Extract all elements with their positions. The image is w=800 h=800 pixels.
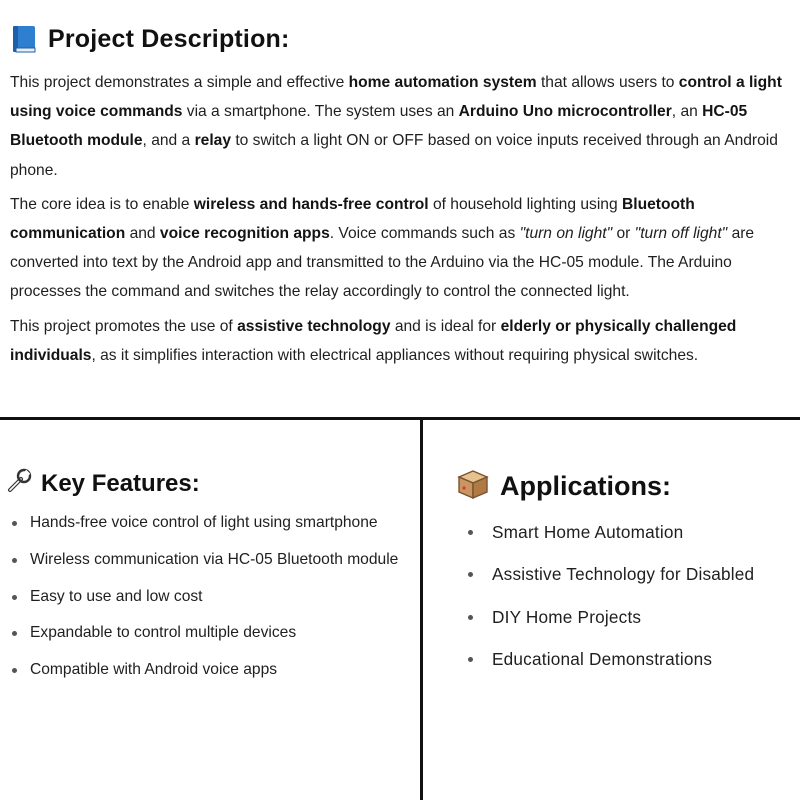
- bold-phrase: home automation system: [348, 74, 537, 91]
- quoted-command: "turn on light": [519, 225, 613, 243]
- bold-phrase: assistive technology: [237, 317, 391, 335]
- feature-item: Hands-free voice control of light using smartphone: [12, 513, 398, 550]
- quoted-command: "turn off light": [634, 225, 728, 243]
- package-icon: [455, 466, 491, 507]
- feature-item: Easy to use and low cost: [12, 587, 398, 624]
- bold-phrase: voice recognition apps: [159, 225, 330, 243]
- bold-phrase: wireless and hands-free control: [193, 195, 429, 213]
- description-paragraph: This project demonstrates a simple and effective home automation system that allows users to control a light using voice commands via a smartphone. The system uses an Arduino Uno microcontroller, an HC-05 Bluetooth module, and a relay to switch a light ON or OFF based on voice inputs received through an Android phone.: [10, 74, 782, 179]
- key-features-section: [0, 420, 420, 800]
- feature-item: Compatible with Android voice apps: [12, 660, 398, 697]
- book-icon: [10, 24, 40, 54]
- features-title: Key Features:: [41, 469, 200, 497]
- applications-title: Applications:: [500, 471, 672, 501]
- description-heading: [10, 24, 290, 54]
- features-heading: [6, 468, 200, 499]
- feature-item: Expandable to control multiple devices: [12, 623, 398, 660]
- bold-phrase: Arduino Uno microcontroller: [458, 103, 672, 121]
- applications-section: [423, 420, 800, 800]
- application-item: Educational Demonstrations: [468, 648, 754, 690]
- description-title: Project Description:: [48, 24, 290, 53]
- application-item: Assistive Technology for Disabled: [468, 563, 754, 605]
- wrench-icon: [6, 468, 32, 499]
- applications-heading: [455, 466, 671, 507]
- application-item: Smart Home Automation: [468, 521, 754, 563]
- bold-phrase: relay: [194, 132, 231, 150]
- bold-phrase: HC-05 Bluetooth module: [10, 103, 748, 150]
- description-body: [10, 68, 794, 375]
- applications-list: [468, 521, 754, 690]
- description-paragraph: The core idea is to enable wireless and hands-free control of household lighting using Bluetooth communication and voice recognition apps. Voice commands such as "turn on light" or "turn off light" are converted into text by the Android app and transmitted to the Arduino via the HC-05 module. The Arduino processes the command and switches the relay accordingly to control the connected light.: [10, 195, 755, 301]
- feature-item: Wireless communication via HC-05 Bluetooth module: [12, 550, 398, 587]
- application-item: DIY Home Projects: [468, 606, 754, 648]
- bold-phrase: control a light using voice commands: [10, 74, 782, 121]
- features-list: [12, 513, 398, 697]
- description-paragraph: This project promotes the use of assistive technology and is ideal for elderly or physically challenged individuals, as it simplifies interaction with electrical appliances without requiring physical switches.: [10, 317, 737, 364]
- bold-phrase: Bluetooth communication: [10, 195, 695, 243]
- bold-phrase: elderly or physically challenged individuals: [10, 317, 737, 364]
